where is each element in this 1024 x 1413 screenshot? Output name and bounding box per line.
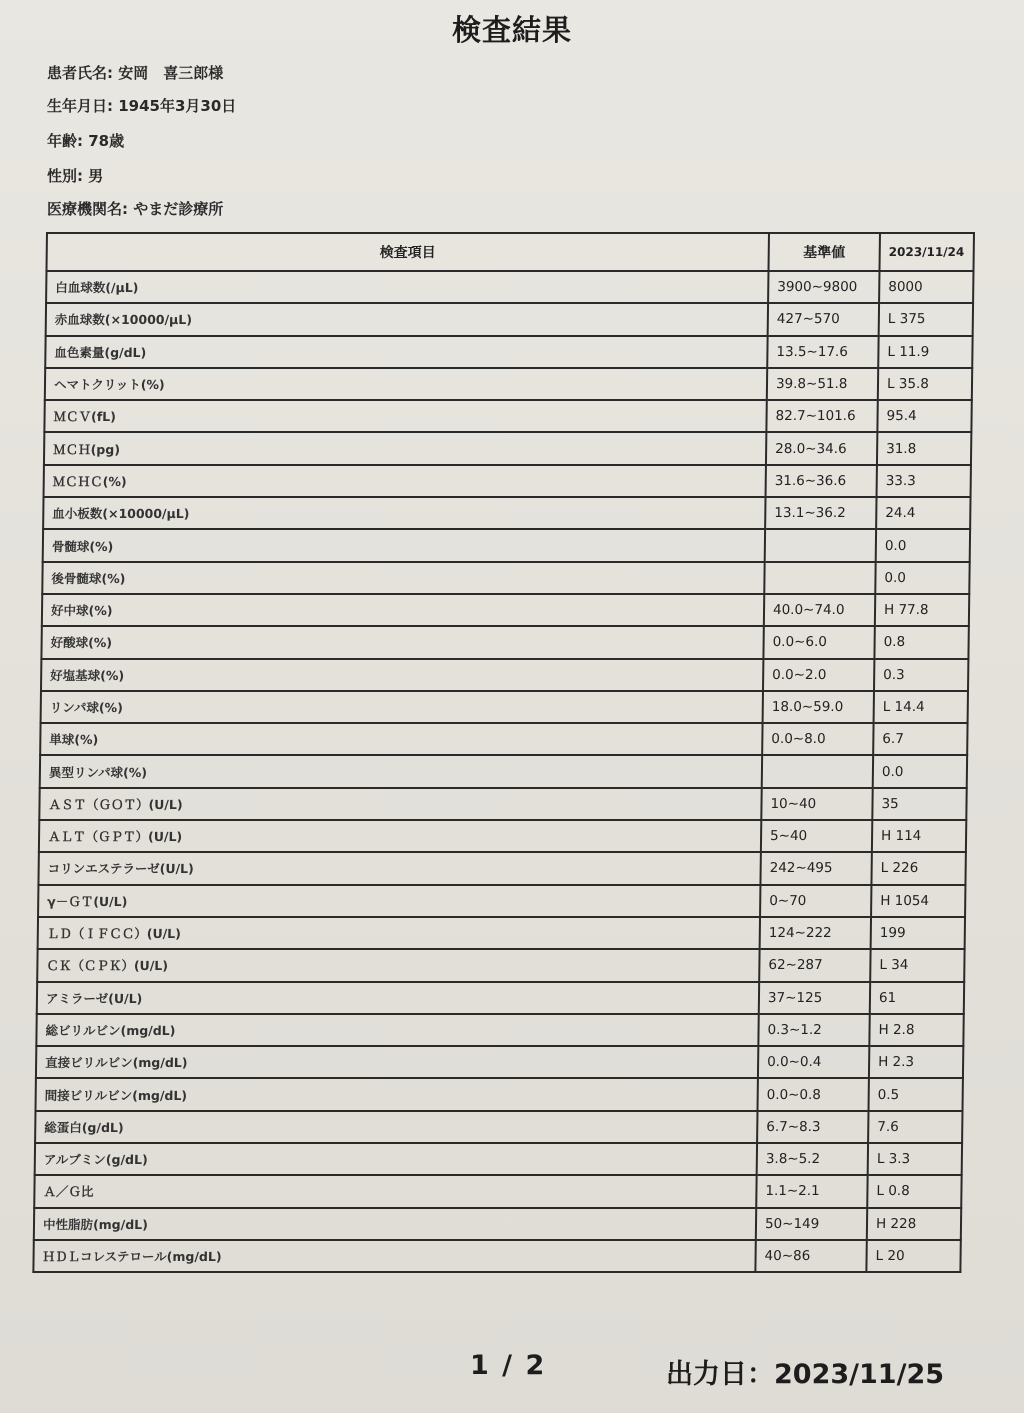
patient-sex-label: 性別: — [47, 167, 89, 185]
table-row — [35, 1143, 962, 1175]
table-row — [41, 626, 968, 658]
patient-birth: 1945年3月30日 — [118, 97, 237, 115]
result-value: L 0.8 — [867, 1175, 961, 1207]
test-item: リンパ球(%) — [41, 691, 763, 723]
table-row — [45, 336, 972, 368]
table-row — [46, 271, 973, 303]
reference-range: 10~40 — [761, 788, 872, 820]
table-row — [38, 917, 965, 949]
output-date-label: 出力日： — [666, 1359, 774, 1390]
table-row — [40, 755, 967, 787]
test-item: 赤血球数(×10000/μL) — [46, 303, 768, 335]
reference-range: 82.7~101.6 — [766, 400, 877, 432]
output-date-line — [666, 1352, 944, 1391]
test-item: アミラーゼ(U/L) — [37, 982, 759, 1014]
test-item: 総ビリルビン(mg/dL) — [36, 1014, 758, 1046]
patient-name-line — [47, 62, 223, 83]
reference-range — [765, 529, 876, 561]
result-value: 33.3 — [877, 465, 971, 497]
result-value: 35 — [872, 788, 966, 820]
result-value: 0.5 — [868, 1078, 962, 1110]
results-table-wrap — [32, 232, 978, 1322]
result-value: L 3.3 — [868, 1143, 962, 1175]
patient-sex: 男 — [88, 167, 104, 185]
result-value: H 2.8 — [869, 1014, 963, 1046]
reference-range: 31.6~36.6 — [766, 465, 877, 497]
test-item: ＭＣＶ(fL) — [44, 400, 766, 432]
result-value: L 20 — [866, 1240, 960, 1272]
reference-range: 0.0~2.0 — [763, 659, 874, 691]
reference-range — [762, 755, 873, 787]
test-item: 血色素量(g/dL) — [45, 336, 767, 368]
result-value: L 226 — [871, 852, 965, 884]
clinic-line — [47, 198, 223, 219]
results-table — [32, 232, 975, 1273]
reference-range: 124~222 — [760, 917, 871, 949]
page-number: 1 / 2 — [470, 1350, 547, 1381]
test-item: ＣＫ（ＣＰＫ）(U/L) — [37, 949, 759, 981]
reference-range: 1.1~2.1 — [756, 1175, 867, 1207]
test-item: 直接ビリルビン(mg/dL) — [36, 1046, 758, 1078]
reference-range: 37~125 — [759, 982, 870, 1014]
result-value: H 2.3 — [869, 1046, 963, 1078]
table-body — [33, 271, 973, 1272]
reference-range: 28.0~34.6 — [766, 432, 877, 464]
reference-range: 0.0~0.8 — [757, 1078, 868, 1110]
table-row — [41, 691, 968, 723]
patient-age-line — [47, 130, 124, 151]
output-date: 2023/11/25 — [774, 1359, 945, 1390]
reference-range: 0.0~8.0 — [762, 723, 873, 755]
test-item: γ－ＧＴ(U/L) — [38, 885, 760, 917]
reference-range: 40.0~74.0 — [764, 594, 875, 626]
test-item: 中性脂肪(mg/dL) — [34, 1208, 756, 1240]
reference-range: 13.5~17.6 — [767, 336, 878, 368]
table-row — [42, 562, 969, 594]
table-row — [35, 1111, 962, 1143]
test-item: コリンエステラーゼ(U/L) — [38, 852, 760, 884]
page-title: 検査結果 — [451, 13, 572, 47]
clinic-label: 医療機関名: — [47, 200, 134, 218]
test-item: 好塩基球(%) — [41, 659, 763, 691]
result-value: 0.0 — [873, 755, 967, 787]
result-value: H 114 — [872, 820, 966, 852]
table-row — [45, 368, 972, 400]
test-item: ＭＣＨ(pg) — [44, 432, 766, 464]
test-item: 総蛋白(g/dL) — [35, 1111, 757, 1143]
test-item: ヘマトクリット(%) — [45, 368, 767, 400]
reference-range: 40~86 — [755, 1240, 866, 1272]
test-item: Ａ／Ｇ比 — [34, 1175, 756, 1207]
table-row — [40, 723, 967, 755]
reference-range: 0.0~6.0 — [763, 626, 874, 658]
reference-range: 0~70 — [760, 885, 871, 917]
result-value: 199 — [871, 917, 965, 949]
patient-age-label: 年齢: — [47, 132, 89, 150]
reference-range: 39.8~51.8 — [767, 368, 878, 400]
result-value: H 77.8 — [875, 594, 969, 626]
table-row — [43, 529, 970, 561]
table-row — [43, 497, 970, 529]
table-row — [34, 1175, 961, 1207]
result-value: 95.4 — [877, 400, 971, 432]
patient-birth-label: 生年月日: — [47, 97, 119, 115]
result-value: 8000 — [879, 271, 973, 303]
result-value: 6.7 — [873, 723, 967, 755]
result-value: L 34 — [870, 949, 964, 981]
result-value: 7.6 — [868, 1111, 962, 1143]
test-item: 白血球数(/μL) — [46, 271, 768, 303]
patient-birth-line — [47, 95, 236, 116]
reference-range: 427~570 — [768, 303, 879, 335]
test-item: 血小板数(×10000/μL) — [43, 497, 765, 529]
clinic-name: やまだ診療所 — [133, 200, 224, 218]
test-item: 好中球(%) — [42, 594, 764, 626]
test-item: 間接ビリルビン(mg/dL) — [35, 1078, 757, 1110]
table-row — [44, 465, 971, 497]
header-reference: 基準値 — [768, 233, 879, 271]
result-value: 0.8 — [874, 626, 968, 658]
reference-range: 0.3~1.2 — [758, 1014, 869, 1046]
reference-range: 6.7~8.3 — [757, 1111, 868, 1143]
reference-range: 18.0~59.0 — [763, 691, 874, 723]
test-item: ＨＤＬコレステロール(mg/dL) — [33, 1240, 755, 1272]
reference-range: 3.8~5.2 — [757, 1143, 868, 1175]
result-value: L 11.9 — [878, 336, 972, 368]
table-row — [39, 820, 966, 852]
result-value: 0.3 — [874, 659, 968, 691]
patient-sex-line — [47, 165, 103, 186]
test-item: アルブミン(g/dL) — [35, 1143, 757, 1175]
patient-name-label: 患者氏名: — [47, 64, 119, 82]
header-date: 2023/11/24 — [879, 233, 973, 271]
table-row — [38, 852, 965, 884]
reference-range: 62~287 — [759, 949, 870, 981]
table-row — [44, 432, 971, 464]
result-value: 31.8 — [877, 432, 971, 464]
table-row — [42, 594, 969, 626]
result-value: 0.0 — [876, 529, 970, 561]
result-value: H 228 — [867, 1208, 961, 1240]
table-row — [37, 949, 964, 981]
test-item: 単球(%) — [40, 723, 762, 755]
table-header-row — [46, 233, 973, 271]
result-value: 61 — [870, 982, 964, 1014]
test-item: 骨髄球(%) — [43, 529, 765, 561]
table-row — [39, 788, 966, 820]
result-value: H 1054 — [871, 885, 965, 917]
reference-range: 242~495 — [760, 852, 871, 884]
reference-range: 3900~9800 — [768, 271, 879, 303]
test-item: ＡＳＴ（ＧＯＴ）(U/L) — [39, 788, 761, 820]
test-item: ＡＬＴ（ＧＰＴ）(U/L) — [39, 820, 761, 852]
table-row — [38, 885, 965, 917]
table-row — [36, 1046, 963, 1078]
patient-age: 78歳 — [88, 132, 125, 150]
reference-range: 5~40 — [761, 820, 872, 852]
result-value: L 35.8 — [878, 368, 972, 400]
result-value: 24.4 — [876, 497, 970, 529]
table-row — [33, 1240, 960, 1272]
header-item: 検査項目 — [46, 233, 768, 271]
test-item: 後骨髄球(%) — [42, 562, 764, 594]
test-item: 好酸球(%) — [41, 626, 763, 658]
table-row — [34, 1208, 961, 1240]
table-row — [44, 400, 971, 432]
reference-range: 0.0~0.4 — [758, 1046, 869, 1078]
test-item: ＬＤ（ＩＦＣＣ）(U/L) — [38, 917, 760, 949]
result-value: L 14.4 — [874, 691, 968, 723]
table-row — [37, 982, 964, 1014]
patient-name: 安岡 喜三郎様 — [118, 64, 224, 82]
table-row — [41, 659, 968, 691]
test-item: 異型リンパ球(%) — [40, 755, 762, 787]
reference-range: 13.1~36.2 — [765, 497, 876, 529]
result-value: 0.0 — [875, 562, 969, 594]
test-item: ＭＣＨＣ(%) — [44, 465, 766, 497]
table-row — [46, 303, 973, 335]
table-row — [35, 1078, 962, 1110]
result-value: L 375 — [879, 303, 973, 335]
table-row — [36, 1014, 963, 1046]
reference-range — [764, 562, 875, 594]
reference-range: 50~149 — [756, 1208, 867, 1240]
